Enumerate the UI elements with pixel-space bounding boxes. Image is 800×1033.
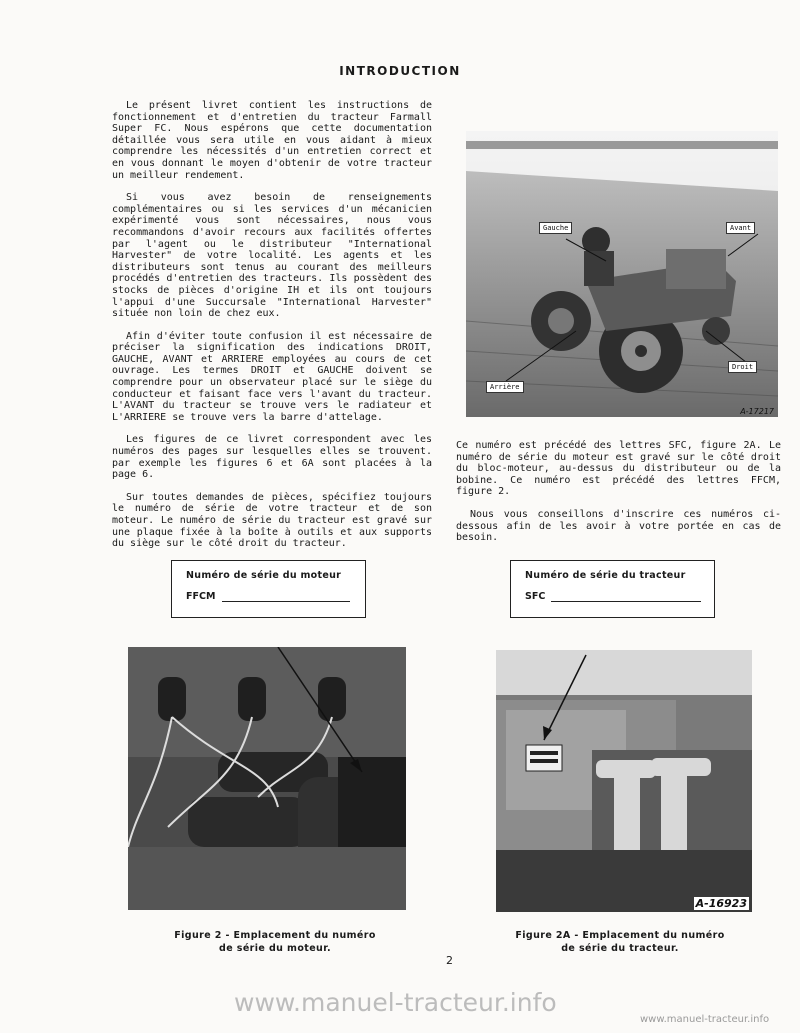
plate-photo-code: A-16923 xyxy=(695,897,747,910)
engine-serial-box xyxy=(171,560,366,618)
watermark-small: www.manuel-tracteur.info xyxy=(640,1014,770,1025)
engine-serial-field[interactable] xyxy=(222,601,350,602)
tractor-serial-label: Numéro de série du tracteur xyxy=(525,570,686,581)
paragraph-serial-prefix: Ce numéro est précédé des lettres SFC, figure 2A. Le numéro de série du moteur est gravé sur le côté droit du bloc-moteur, au-dessus du distributeur ou de la bobine. Ce numéro est précédé des lettres FFCM, figure 2. xyxy=(456,440,781,498)
paragraph-services: Si vous avez besoin de renseignements complémentaires ou si les services d'un mécanicien expérimenté vous sont nécessaires, nous vous recommandons d'avoir recours aux facilités offertes par l'agent ou le distributeur "International Harvester" de votre localité. Les agents et les distributeurs sont tenus au courant des meilleurs procédés d'entretien des tracteurs. Ils possèdent des stocks de pièces d'origine IH et ils ont toujours l'appui d'une Succursale "International Harvester" située non loin de chez eux. xyxy=(112,192,432,320)
figure2a-caption-line2: de série du tracteur. xyxy=(561,943,679,954)
watermark-large: www.manuel-tracteur.info xyxy=(234,988,557,1017)
paragraph-advice: Nous vous conseillons d'inscrire ces numéros ci-dessous afin de les avoir à votre portée en cas de besoin. xyxy=(456,508,781,544)
paragraph-orientation: Afin d'éviter toute confusion il est nécessaire de préciser la signification des indications DROIT, GAUCHE, AVANT et ARRIERE employées au cours de cet ouvrage. Les termes DROIT et GAUCHE doivent se comprendre pour un observateur placé sur le siège du conducteur et faisant face vers l'avant du tracteur. L'AVANT du tracteur se trouve vers le radiateur et L'ARRIERE se trouve vers la barre d'attelage. xyxy=(112,330,432,423)
label-front: Avant xyxy=(726,222,755,234)
tractor-illustration xyxy=(466,131,778,417)
engine-serial-label: Numéro de série du moteur xyxy=(186,570,342,581)
left-column xyxy=(112,100,432,561)
engine-serial-prefix: FFCM xyxy=(186,591,216,602)
right-column xyxy=(456,440,781,555)
figure2-caption-line1: Figure 2 - Emplacement du numéro xyxy=(174,930,376,941)
figure2a-caption-line1: Figure 2A - Emplacement du numéro xyxy=(515,930,725,941)
tractor-serial-field[interactable] xyxy=(551,601,701,602)
plate-illustration xyxy=(496,650,752,912)
paragraph-parts: Sur toutes demandes de pièces, spécifiez toujours le numéro de série de votre tracteur et de son moteur. Le numéro de série du tracteur est gravé sur une plaque fixée à la boîte à outils et aux supports du siège sur le côté droit du tracteur. xyxy=(112,491,432,550)
tractor-photo xyxy=(466,131,778,417)
photo-code: A-17217 xyxy=(740,407,774,416)
figure2-caption-line2: de série du moteur. xyxy=(219,943,331,954)
label-rear: Arrière xyxy=(486,381,524,393)
label-left: Gauche xyxy=(539,222,572,234)
plate-photo xyxy=(496,650,752,912)
label-right: Droit xyxy=(728,361,757,373)
figure2a-caption xyxy=(490,929,750,955)
paragraph-figures: Les figures de ce livret correspondent avec les numéros des pages sur lesquelles elles se trouvent. par exemple les figures 6 et 6A sont placées à la page 6. xyxy=(112,434,432,481)
figure2-caption xyxy=(150,929,400,955)
page-title: INTRODUCTION xyxy=(339,64,461,78)
tractor-serial-box xyxy=(510,560,715,618)
tractor-serial-prefix: SFC xyxy=(525,591,546,602)
paragraph-intro: Le présent livret contient les instructions de fonctionnement et d'entretien du tracteur Farmall Super FC. Nous espérons que cette documentation détaillée vous sera utile en vous aidant à mieux comprendre les nécessités d'un entretien correct et en vous donnant le moyen d'obtenir de votre tracteur un meilleur rendement. xyxy=(112,100,432,181)
page-number: 2 xyxy=(446,954,453,967)
engine-photo xyxy=(128,647,406,910)
engine-illustration xyxy=(128,647,406,910)
